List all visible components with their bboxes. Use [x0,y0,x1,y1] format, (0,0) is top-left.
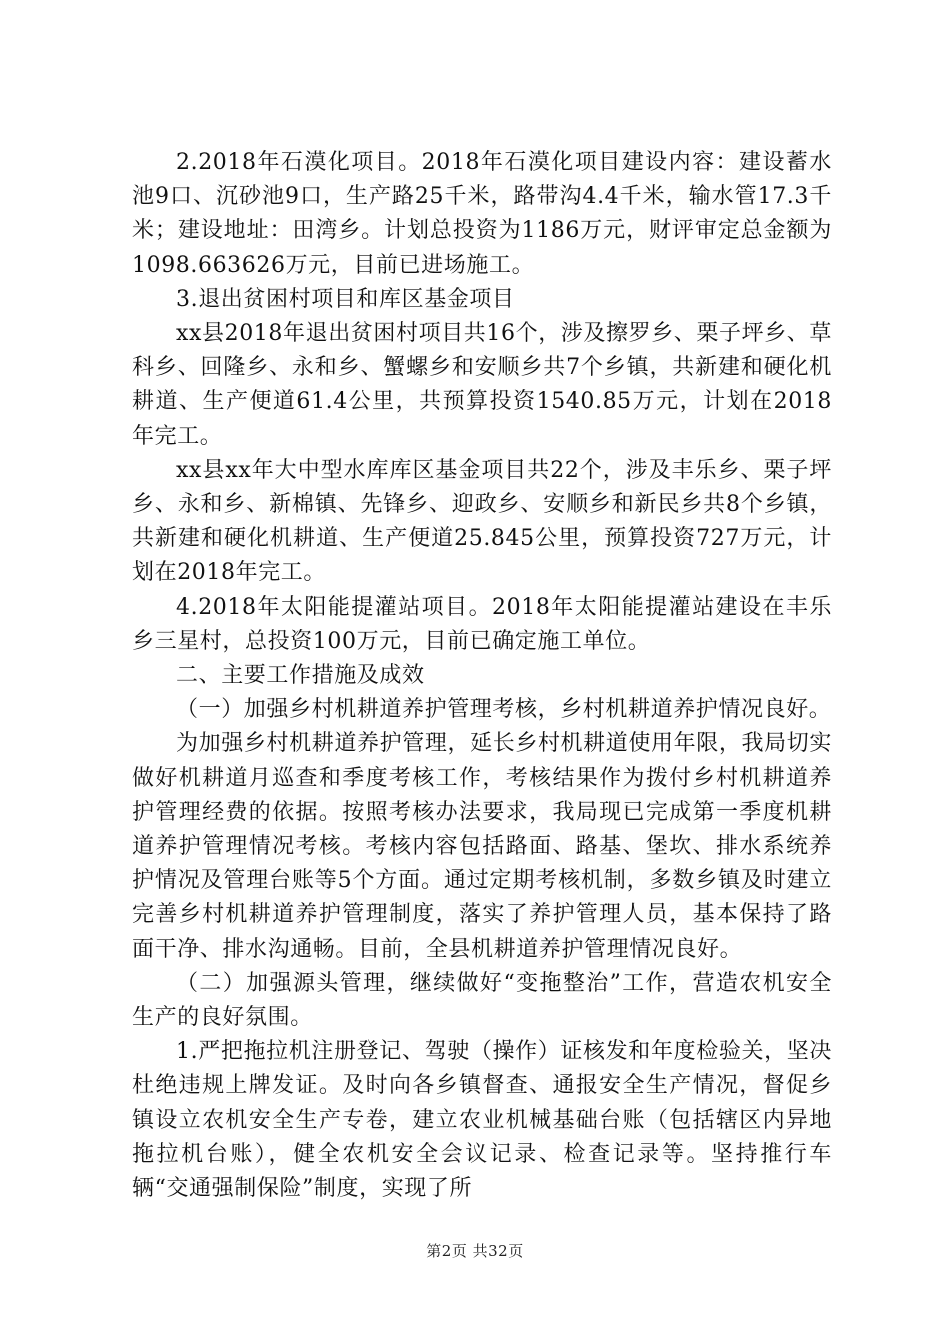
subsection-heading-1: （一）加强乡村机耕道养护管理考核，乡村机耕道养护情况良好。 [176,697,832,723]
paragraph-project-4: 4.2018年太阳能提灌站项目。2018年太阳能提灌站建设在丰乐乡三星村，总投资100万元，目前已确定施工单位。 [132,594,832,654]
paragraph-heading-3: 3.退出贫困村项目和库区基金项目 [176,286,515,312]
section-heading-2: 二、主要工作措施及成效 [176,663,425,689]
page-number-footer: 第2页 共32页 [426,1242,524,1260]
paragraph-project-2: 2.2018年石漠化项目。2018年石漠化项目建设内容：建设蓄水池9口、沉砂池9口，生产路25千米，路带沟4.4千米，输水管17.3千米；建设地址：田湾乡。计划总投资为1186万元，财评审定总金额为1098.663626万元，目前已进场施工。 [132,150,832,278]
document-body [132,146,832,1206]
paragraph-maintenance: 为加强乡村机耕道养护管理，延长乡村机耕道使用年限，我局切实做好机耕道月巡查和季度考核工作，考核结果作为拨付乡村机耕道养护管理经费的依据。按照考核办法要求，我局现已完成第一季度机耕道养护管理情况考核。考核内容包括路面、路基、堡坎、排水系统养护情况及管理台账等5个方面。通过定期考核机制，多数乡镇及时建立完善乡村机耕道养护管理制度，落实了养护管理人员，基本保持了路面干净、排水沟通畅。目前，全县机耕道养护管理情况良好。 [132,731,832,962]
paragraph-registration: 1.严把拖拉机注册登记、驾驶（操作）证核发和年度检验关，坚决杜绝违规上牌发证。及时向各乡镇督查、通报安全生产情况，督促乡镇设立农机安全生产专卷，建立农业机械基础台账（包括辖区内异地拖拉机台账），健全农机安全会议记录、检查记录等。坚持推行车辆“交通强制保险”制度，实现了所 [132,1039,832,1202]
paragraph-poverty-villages: xx县2018年退出贫困村项目共16个，涉及擦罗乡、栗子坪乡、草科乡、回隆乡、永和乡、蟹螺乡和安顺乡共7个乡镇，共新建和硬化机耕道、生产便道61.4公里，共预算投资1540.85万元，计划在2018年完工。 [132,321,832,449]
subsection-heading-2: （二）加强源头管理，继续做好“变拖整治”工作，营造农机安全生产的良好氛围。 [132,970,832,1031]
paragraph-reservoir-fund: xx县xx年大中型水库库区基金项目共22个，涉及丰乐乡、栗子坪乡、永和乡、新棉镇、先锋乡、迎政乡、安顺乡和新民乡共8个乡镇，共新建和硬化机耕道、生产便道25.845公里，预算投资727万元，计划在2018年完工。 [132,457,832,586]
